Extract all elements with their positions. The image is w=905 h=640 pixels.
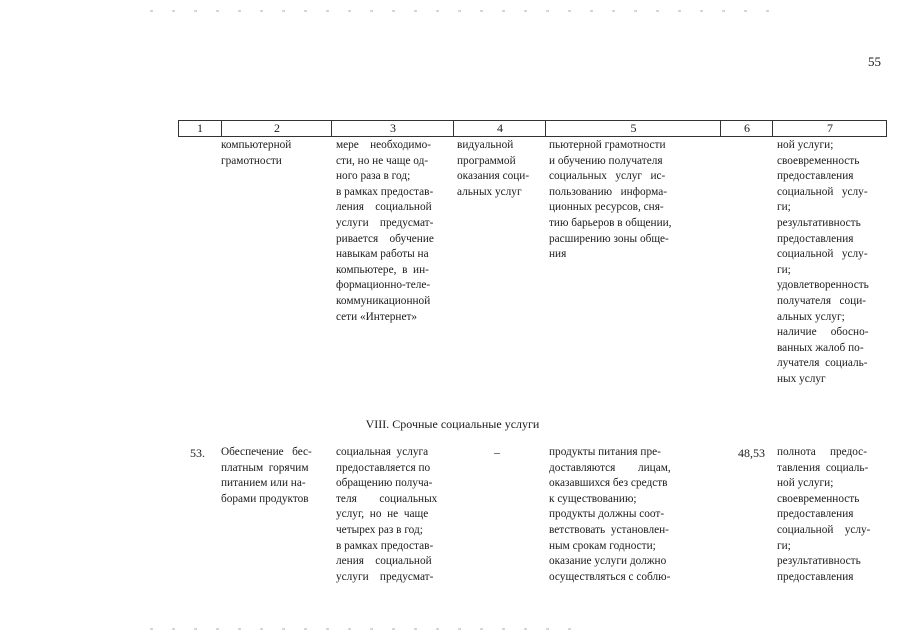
- page-number: 55: [868, 54, 881, 69]
- header-col-1: 1: [197, 121, 203, 135]
- scan-noise-bottom: [150, 628, 590, 630]
- header-col-5: 5: [545, 121, 721, 136]
- cont-row-col-3: мере необходимо- сти, но не чаще од- ного раза в год; в рамках предостав- ления социальной услуги предусмат- ривается обучение навыкам работы на компьютере, в ин- формационно-теле- коммуникационной сети «Интернет»: [336, 139, 434, 323]
- row-53-col-3: социальная услуга предоставляется по обращению получа- теля социальных услуг, но не чаще четырех раз в год; в рамках предостав- ления социальной услуги предусмат-: [336, 446, 438, 583]
- row-53-col-5: продукты питания пре- доставляются лицам, оказавшихся без средств к существованию; продукты должны соот- ветствовать установлен- ным срокам годности; оказание услуги должно осуществляться с соблю-: [549, 446, 671, 583]
- row-53-col-7: полнота предос- тавления социаль- ной услуги; своевременность предоставления социальной услу- ги; результативность предоставления: [777, 446, 871, 583]
- cont-row-col-2: компьютерной грамотности: [221, 139, 292, 167]
- cont-row-col-7: ной услуги; своевременность предоставления социальной услу- ги; результативность предоставления социальной услу- ги; удовлетворенность получателя соци- альных услуг; наличие обосно- ванных жалоб по- лучателя социаль- ных услуг: [777, 139, 869, 385]
- cont-row-col-4: видуальной программой оказания соци- альных услуг: [457, 139, 530, 198]
- row-53-col-2: Обеспечение бес- платным горячим питанием или на- борами продуктов: [221, 446, 312, 505]
- table-header-row: [178, 120, 887, 137]
- cont-row-col-5: пьютерной грамотности и обучению получателя социальных услуг ис- пользованию информа- ционных ресурсов, сня- тию барьеров в общении, расширению зоны обще- ния: [549, 139, 672, 261]
- header-col-4: 4: [453, 121, 546, 136]
- row-53-col-4: –: [494, 445, 500, 459]
- section-title: VIII. Срочные социальные услуги: [365, 417, 540, 431]
- row-53-number: 53.: [190, 446, 205, 460]
- header-col-2: 2: [221, 121, 332, 136]
- header-col-3: 3: [331, 121, 454, 136]
- header-col-6: 6: [720, 121, 773, 136]
- header-col-7: 7: [772, 121, 887, 136]
- scan-noise-top: [150, 10, 770, 12]
- row-53-col-6: 48,53: [738, 446, 765, 460]
